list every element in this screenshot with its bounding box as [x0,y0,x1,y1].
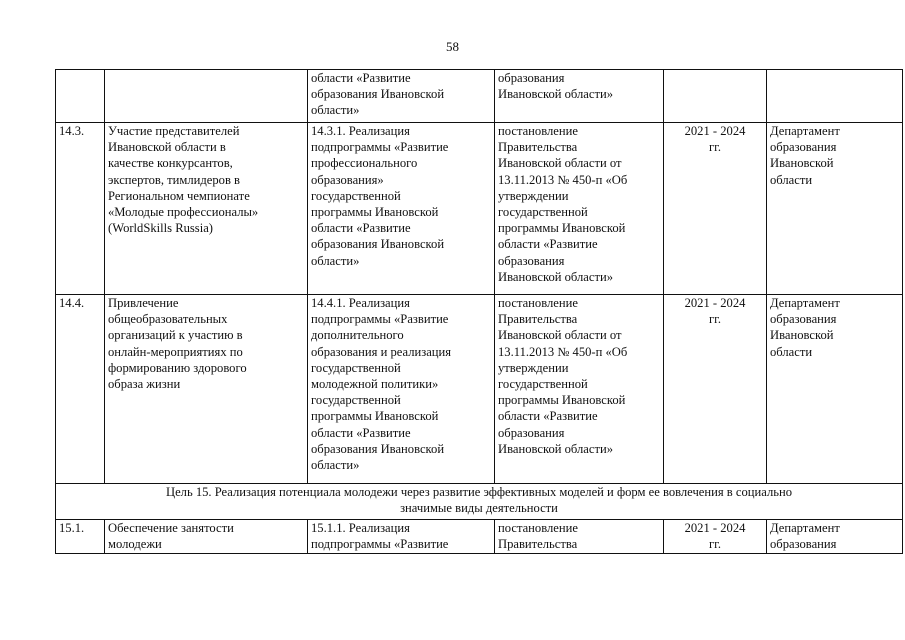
legal-document-cell [495,295,664,484]
text-line: образования [770,537,837,552]
text-line: (WorldSkills Russia) [108,221,213,236]
text-line: 13.11.2013 № 450-п «Об [498,344,628,359]
measure-name-cell [105,123,308,295]
text-line: профессионального [311,156,418,171]
text-line: подпрограммы «Развитие [311,140,449,155]
text-line: образования» [311,172,384,187]
term-cell [664,123,767,295]
text-line: Цель 15. Реализация потенциала молодежи через развитие эффективных моделей и форм ее вовлечения в социально [165,485,793,499]
text-line: Ивановской области» [498,87,614,102]
text-line: области «Развитие [311,221,411,236]
text-line: образования Ивановской [311,237,445,252]
text-line: образования [498,425,565,440]
text-line: образования и реализация [311,344,452,359]
text-line: 14.3.1. Реализация [311,124,410,138]
text-line: государственной [498,377,588,392]
text-line: 2021 - 2024 [684,296,746,310]
text-line: области «Развитие [311,71,411,85]
text-line: образования Ивановской [311,87,445,102]
text-line: Ивановской области в [108,140,226,155]
text-line: образования [498,253,565,268]
text-line: программы Ивановской [311,205,439,220]
text-line: Ивановской области» [498,441,614,456]
text-line: программы Ивановской [498,393,626,408]
text-line: молодежи [108,537,162,552]
page-number: 58 [446,39,459,54]
text-line: области» [311,103,360,118]
term-cell [664,520,767,554]
measures-table [55,69,903,554]
text-line: области» [311,253,360,268]
text-line: Региональном чемпионате [108,188,250,203]
text-line: 2021 - 2024 [684,521,746,535]
text-line: 15.1.1. Реализация [311,521,410,535]
term-cell [664,295,767,484]
text-line: Правительства [498,537,578,552]
text-line: онлайн-мероприятиях по [108,344,243,359]
text-line: области «Развитие [498,237,598,252]
text-line: Ивановской [770,156,834,171]
text-line: Участие представителей [108,124,240,138]
row-number-cell: 15.1. [56,520,105,554]
text-line: Департамент [770,296,840,310]
executor-cell [767,70,903,123]
text-line: образа жизни [108,377,181,392]
text-line: утверждении [498,360,569,375]
text-line: постановление [498,521,578,535]
text-line: области [770,172,813,187]
text-line: Ивановской области от [498,156,622,171]
row-number-cell: 14.3. [56,123,105,295]
text-line: подпрограммы «Развитие [311,537,449,552]
text-line: организаций к участию в [108,328,243,343]
text-line: 14.4.1. Реализация [311,296,410,310]
text-line: постановление [498,296,578,310]
text-line: «Молодые профессионалы» [108,205,259,220]
text-line: образования Ивановской [311,441,445,456]
executor-cell [767,520,903,554]
text-line: общеобразовательных [108,312,228,327]
measure-name-cell [105,70,308,123]
text-line: гг. [708,312,722,327]
text-line: Ивановской области» [498,269,614,284]
legal-document-cell [495,70,664,123]
goal-row [56,484,903,520]
table-row [56,295,903,484]
text-line: области «Развитие [498,409,598,424]
row-number-cell: 14.4. [56,295,105,484]
mechanism-cell [308,70,495,123]
text-line: гг. [708,140,722,155]
text-line: Ивановской области от [498,328,622,343]
measure-name-cell [105,520,308,554]
legal-document-cell [495,520,664,554]
text-line: Правительства [498,312,578,327]
text-line: образования [770,312,837,327]
text-line: постановление [498,124,578,138]
text-line: государственной [498,205,588,220]
text-line: государственной [311,188,401,203]
text-line: программы Ивановской [311,409,439,424]
text-line: Правительства [498,140,578,155]
text-line: дополнительного [311,328,404,343]
goal-heading-cell [56,484,903,520]
text-line: Обеспечение занятости [108,521,234,535]
text-line: значимые виды деятельности [400,501,558,516]
term-cell [664,70,767,123]
executor-cell [767,123,903,295]
text-line: утверждении [498,188,569,203]
text-line: образования [498,71,565,85]
measure-name-cell [105,295,308,484]
text-line: программы Ивановской [498,221,626,236]
mechanism-cell [308,295,495,484]
text-line: Привлечение [108,296,179,310]
text-line: молодежной политики» [311,377,439,392]
text-line: подпрограммы «Развитие [311,312,449,327]
mechanism-cell [308,520,495,554]
text-line: образования [770,140,837,155]
text-line: Ивановской [770,328,834,343]
text-line: Департамент [770,521,840,535]
text-line: формированию здорового [108,360,247,375]
text-line: 2021 - 2024 [684,124,746,138]
row-number-cell [56,70,105,123]
legal-document-cell [495,123,664,295]
text-line: области» [311,458,360,473]
text-line: гг. [708,537,722,552]
text-line: качестве конкурсантов, [108,156,233,171]
text-line: государственной [311,360,401,375]
text-line: области «Развитие [311,425,411,440]
table-row [56,70,903,123]
table-row [56,123,903,295]
text-line: государственной [311,393,401,408]
text-line: экспертов, тимлидеров в [108,172,241,187]
text-line: Департамент [770,124,840,138]
mechanism-cell [308,123,495,295]
text-line: области [770,344,813,359]
text-line: 13.11.2013 № 450-п «Об [498,172,628,187]
executor-cell [767,295,903,484]
table-row [56,520,903,554]
